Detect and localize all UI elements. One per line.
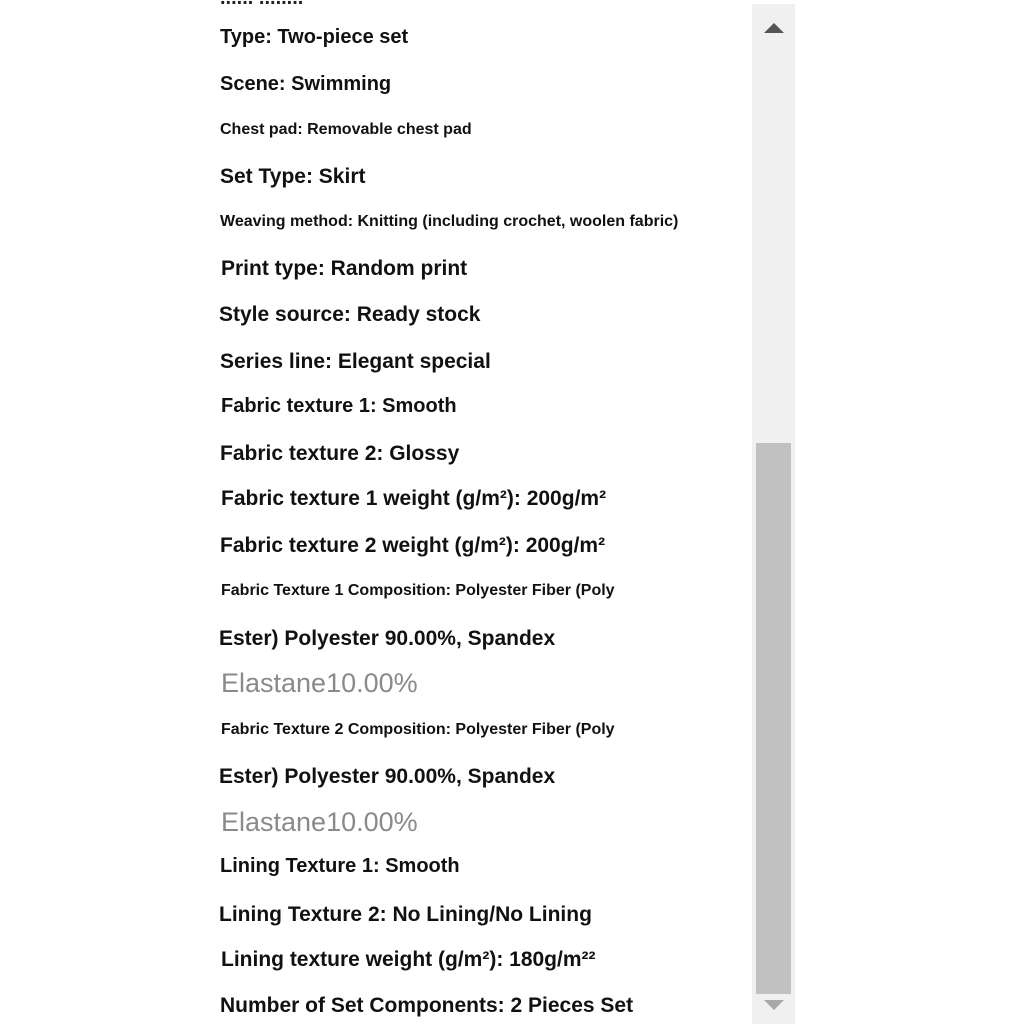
attribute-fabric-texture-1-composition-elastane: Elastane10.00% (221, 668, 418, 698)
vertical-scrollbar[interactable] (752, 4, 795, 1024)
attribute-fabric-texture-1: Fabric texture 1: Smooth (221, 395, 457, 417)
arrow-down-icon (764, 1000, 784, 1010)
attribute-fabric-texture-1-weight: Fabric texture 1 weight (g/m²): 200g/m² (221, 487, 607, 510)
attribute-weaving-method: Weaving method: Knitting (including crochet, woolen fabric) (220, 213, 679, 230)
attribute-fabric-texture-2-composition: Fabric Texture 2 Composition: Polyester Fiber (Poly (221, 721, 615, 738)
scroll-down-button[interactable] (752, 986, 795, 1024)
attribute-chest-pad: Chest pad: Removable chest pad (220, 121, 472, 138)
attribute-fabric-texture-1-composition: Fabric Texture 1 Composition: Polyester Fiber (Poly (221, 582, 615, 599)
attribute-set-type: Set Type: Skirt (220, 165, 366, 188)
arrow-up-icon (764, 23, 784, 33)
attribute-fabric-texture-1-composition-cont: Ester) Polyester 90.00%, Spandex (219, 627, 556, 650)
attribute-fabric-texture-2-weight: Fabric texture 2 weight (g/m²): 200g/m² (220, 534, 606, 557)
attribute-scene: Scene: Swimming (220, 73, 392, 95)
attribute-lining-texture-weight: Lining texture weight (g/m²): 180g/m²² (221, 948, 596, 971)
attribute-print-type: Print type: Random print (221, 257, 468, 280)
attribute-fabric-texture-2: Fabric texture 2: Glossy (220, 442, 460, 465)
attribute-fabric-texture-2-composition-elastane: Elastane10.00% (221, 807, 418, 837)
attribute-set-components: Number of Set Components: 2 Pieces Set (220, 994, 634, 1017)
attribute-lining-texture-2: Lining Texture 2: No Lining/No Lining (219, 903, 592, 926)
attribute-series-line: Series line: Elegant special (220, 350, 491, 373)
attribute-lining-texture-1: Lining Texture 1: Smooth (220, 855, 460, 877)
attribute-partial-top (220, 0, 303, 8)
attribute-fabric-texture-2-composition-cont: Ester) Polyester 90.00%, Spandex (219, 765, 556, 788)
scroll-up-button[interactable] (752, 4, 795, 52)
scrollbar-thumb[interactable] (756, 443, 791, 994)
attribute-type: Type: Two-piece set (220, 26, 409, 48)
attribute-style-source: Style source: Ready stock (219, 303, 481, 326)
